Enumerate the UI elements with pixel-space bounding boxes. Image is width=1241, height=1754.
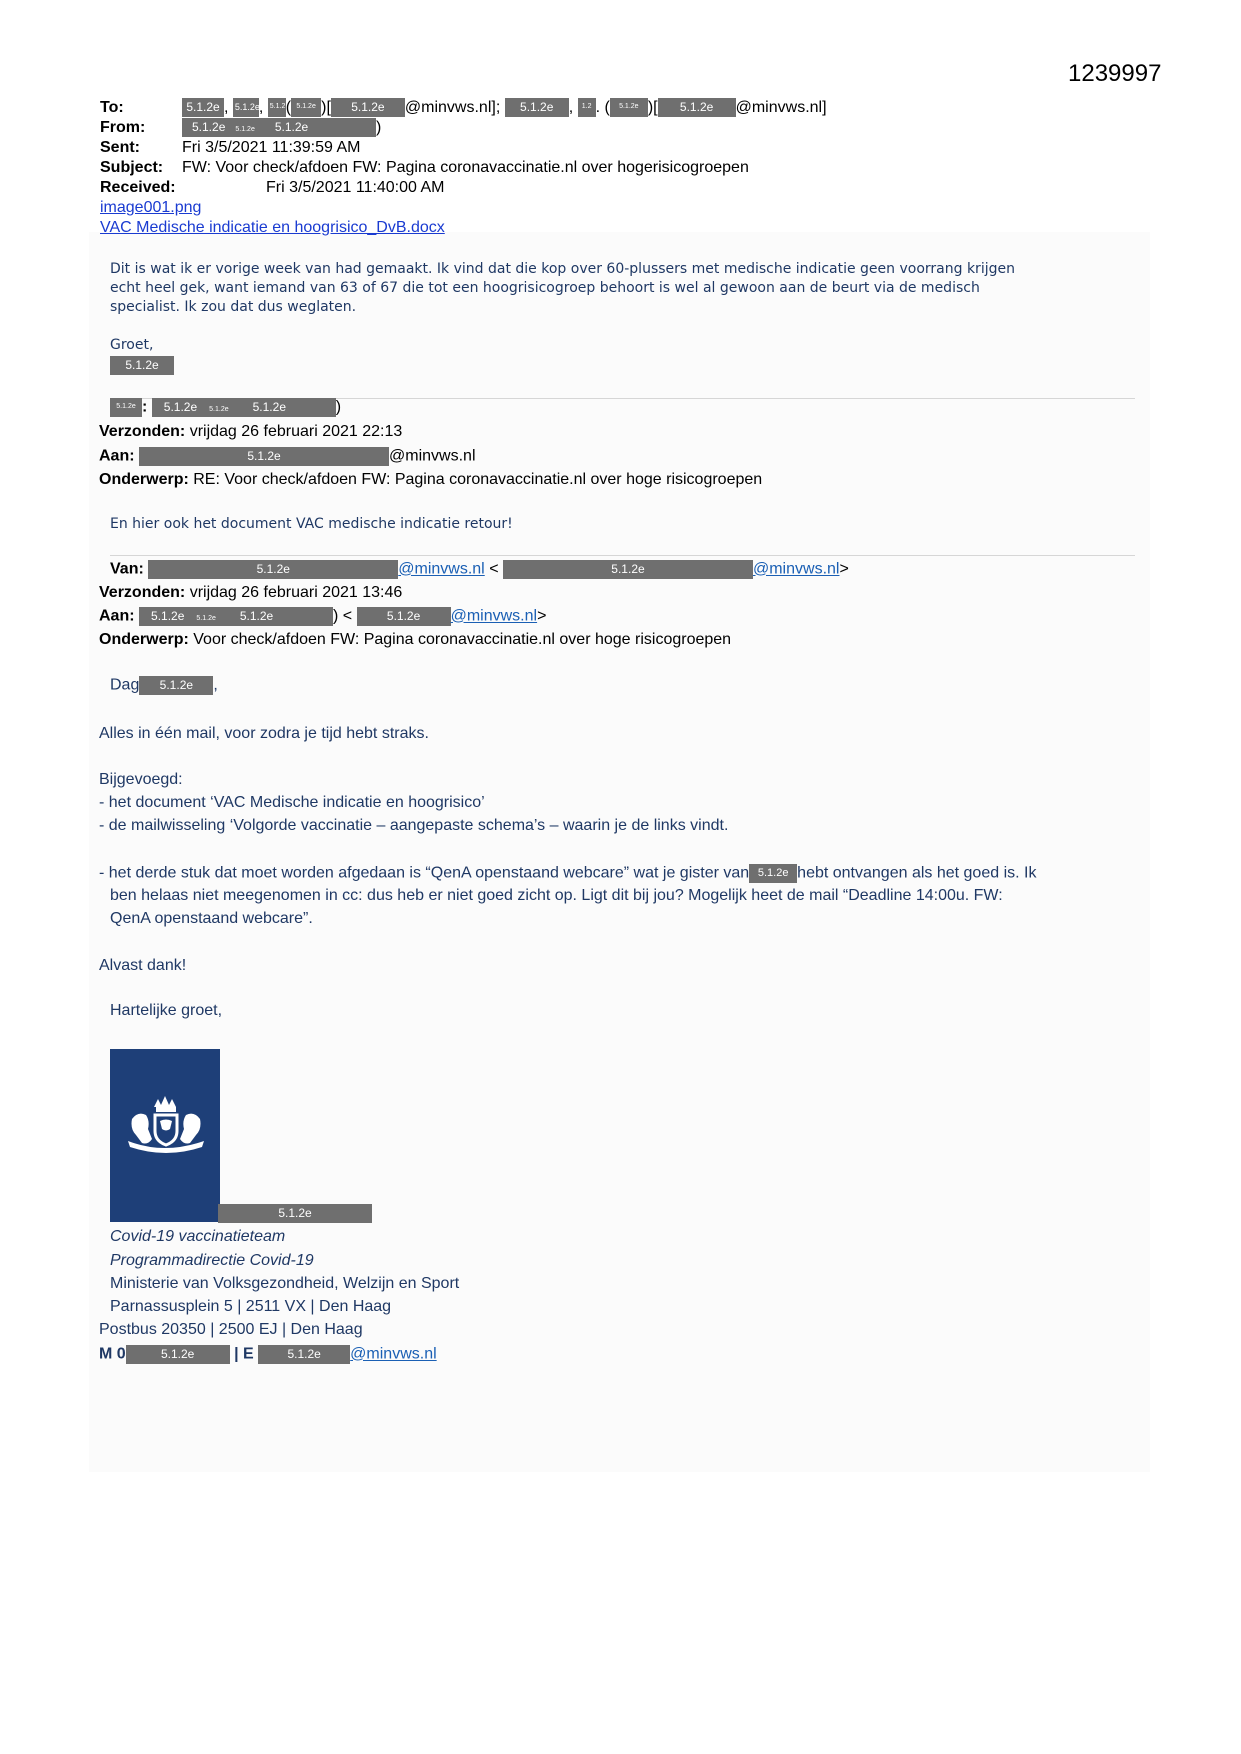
from-field: 5.1.2e 5.1.2e 5.1.2e ) (182, 118, 381, 138)
redaction: 5.1.2e (505, 98, 569, 117)
rijksoverheid-logo (110, 1049, 220, 1222)
body-line: Dit is wat ik er vorige week van had gemaakt. Ik vind dat die kop over 60-plussers met medische indicatie geen voorrang krijgen (110, 261, 1015, 277)
body-line: Alles in één mail, voor zodra je tijd hebt straks. (99, 725, 429, 742)
sent-value: Fri 3/5/2021 11:39:59 AM (182, 139, 361, 156)
mail3-sent: Verzonden: vrijdag 26 februari 2021 13:46 (99, 584, 403, 601)
redaction: 5.1.2e 5.1.2e 5.1.2e (152, 398, 336, 417)
received-value: Fri 3/5/2021 11:40:00 AM (266, 179, 445, 196)
to-field: 5.1.2e , 5.1.2e, 5.1.2( 5.1.2e )[ 5.1.2e @minvws.nl]; 5.1.2e , 1.2 . ( 5.1.2e )[ 5.1.2e @minvws.nl] (182, 98, 827, 118)
email-link[interactable]: @minvws.nl (450, 607, 538, 625)
body-line: Alvast dank! (99, 957, 187, 974)
redaction: 5.1.2e (182, 98, 224, 117)
from-label: From: (100, 119, 146, 136)
signature-contact: M 0 5.1.2e | E 5.1.2e @minvws.nl (99, 1345, 437, 1363)
mail2-subject: Onderwerp: RE: Voor check/afdoen FW: Pagina coronavaccinatie.nl over hoge risicogroepen (99, 471, 763, 488)
greeting: Groet, (110, 337, 154, 353)
sent-label: Sent: (100, 139, 140, 156)
mail3-from: Van: 5.1.2e @minvws.nl < 5.1.2e @minvws.nl> (110, 560, 849, 578)
email-header (100, 98, 1100, 238)
redaction: 5.1.2 (268, 98, 286, 117)
email-link[interactable]: @minvws.nl (398, 560, 485, 578)
coat-of-arms-icon (110, 1049, 220, 1222)
redaction: 5.1.2e (258, 1345, 350, 1364)
mail3-to: Aan: 5.1.2e 5.1.2e 5.1.2e ) < 5.1.2e @minvws.nl> (99, 607, 547, 625)
mail2-to: Aan: 5.1.2e @minvws.nl (99, 447, 476, 465)
redaction: 5.1.2e (658, 98, 736, 117)
body-line: Bijgevoegd: (99, 771, 183, 788)
signature-team: Covid-19 vaccinatieteam (110, 1228, 286, 1245)
redaction: 5.1.2e 5.1.2e 5.1.2e (182, 118, 376, 137)
body-line: specialist. Ik zou dat dus weglaten. (110, 299, 357, 315)
attachment-link[interactable]: VAC Medische indicatie en hoogrisico_DvB.docx (100, 219, 445, 236)
list-item: - de mailwisseling ‘Volgorde vaccinatie – aangepaste schema’s – waarin je de links vindt. (99, 817, 729, 834)
redaction: 5.1.2e (749, 864, 797, 883)
email-link[interactable]: @minvws.nl (350, 1345, 437, 1363)
closing: Hartelijke groet, (110, 1002, 223, 1019)
redaction: 5.1.2e (126, 1345, 230, 1364)
subject-label: Subject: (100, 159, 164, 176)
redaction: 5.1.2e (139, 676, 213, 695)
subject-value: FW: Voor check/afdoen FW: Pagina coronavaccinatie.nl over hogerisicogroepen (182, 159, 749, 176)
mail3-subject: Onderwerp: Voor check/afdoen FW: Pagina coronavaccinatie.nl over hoge risicogroepen (99, 631, 732, 648)
redaction: 1.2 (578, 98, 596, 117)
mail2-from: 5.1.2e : 5.1.2e 5.1.2e 5.1.2e ) (110, 398, 341, 417)
redaction: 5.1.2e (610, 98, 648, 117)
email-link[interactable]: @minvws.nl (752, 560, 840, 578)
salutation: Dag 5.1.2e , (110, 676, 218, 694)
body-line: ben helaas niet meegenomen in cc: dus heb er niet goed zicht op. Ligt dit bij jou? Mogelijk heet de mail “Deadline 14:00u. FW: (110, 887, 1003, 904)
to-label: To: (100, 99, 124, 116)
mail2-sent: Verzonden: vrijdag 26 februari 2021 22:13 (99, 423, 403, 440)
redaction: 5.1.2e 5.1.2e 5.1.2e (139, 607, 333, 626)
redaction: 5.1.2e (148, 560, 398, 579)
list-item: - het derde stuk dat moet worden afgedaan is “QenA openstaand webcare” wat je gister van 5.1.2e hebt ontvangen als het goed is. Ik (99, 864, 1037, 882)
redaction: 5.1.2e (233, 98, 259, 117)
redaction: 5.1.2e (331, 98, 405, 117)
signature-ministerie: Ministerie van Volksgezondheid, Welzijn en Sport (110, 1275, 460, 1292)
list-item: - het document ‘VAC Medische indicatie en hoogrisico’ (99, 794, 485, 811)
attachment-link[interactable]: image001.png (100, 199, 202, 216)
divider (110, 555, 1135, 556)
redaction: 5.1.2e (357, 607, 451, 626)
redaction: 5.1.2e (110, 398, 142, 417)
redaction: 5.1.2e (139, 447, 389, 466)
signature-postbus: Postbus 20350 | 2500 EJ | Den Haag (99, 1321, 363, 1338)
redaction: 5.1.2e (110, 356, 174, 375)
redaction: 5.1.2e (503, 560, 753, 579)
message-body (110, 260, 1015, 317)
document-number: 1239997 (1068, 60, 1162, 87)
body-line: QenA openstaand webcare”. (110, 910, 313, 927)
body-line: echt heel gek, want iemand van 63 of 67 die tot een hoogrisicogroep behoort is wel al gewoon aan de beurt via de medisch (110, 280, 980, 296)
signature-directie: Programmadirectie Covid-19 (110, 1252, 314, 1269)
signature-address: Parnassusplein 5 | 2511 VX | Den Haag (110, 1298, 392, 1315)
received-label: Received: (100, 179, 176, 196)
mail2-body: En hier ook het document VAC medische indicatie retour! (110, 516, 513, 532)
redaction: 5.1.2e (291, 98, 321, 117)
redaction: 5.1.2e (218, 1204, 372, 1223)
